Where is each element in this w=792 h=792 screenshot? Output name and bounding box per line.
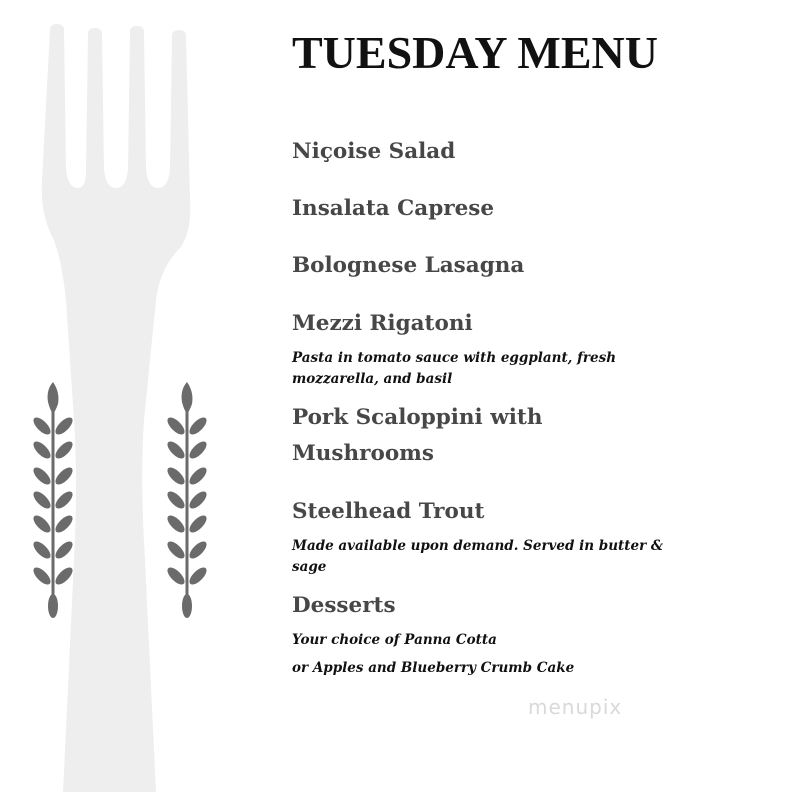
leaf-sprig-right xyxy=(165,382,210,618)
menu-item xyxy=(292,306,692,390)
dish-name-line-1: Pork Scaloppini with xyxy=(292,405,543,430)
menu-title: TUESDAY MENU xyxy=(292,27,658,78)
fork-icon xyxy=(42,24,191,792)
menu-item xyxy=(292,400,692,472)
menu-item xyxy=(292,588,692,679)
dessert-description-line-1: Your choice of Panna Cotta xyxy=(292,632,497,648)
menu-item xyxy=(292,191,692,227)
menu-item xyxy=(292,134,692,170)
dish-name-line-2: Mushrooms xyxy=(292,441,435,466)
dish-name: Niçoise Salad xyxy=(292,139,456,164)
menu-item xyxy=(292,248,692,284)
dish-description: Made available upon demand. Served in butter & sage xyxy=(292,538,664,575)
leaf-sprig-left xyxy=(31,382,76,618)
menu-list xyxy=(292,134,692,679)
dessert-description-line-2: or Apples and Blueberry Crumb Cake xyxy=(292,660,575,676)
dish-description: Pasta in tomato sauce with eggplant, fresh mozzarella, and basil xyxy=(292,350,617,387)
watermark: menupix xyxy=(528,695,623,719)
dish-name: Bolognese Lasagna xyxy=(292,253,525,278)
dish-name: Insalata Caprese xyxy=(292,196,495,221)
dish-name: Steelhead Trout xyxy=(292,499,485,524)
dish-name: Desserts xyxy=(292,593,396,618)
menu-item xyxy=(292,494,692,578)
dish-name: Mezzi Rigatoni xyxy=(292,311,473,336)
